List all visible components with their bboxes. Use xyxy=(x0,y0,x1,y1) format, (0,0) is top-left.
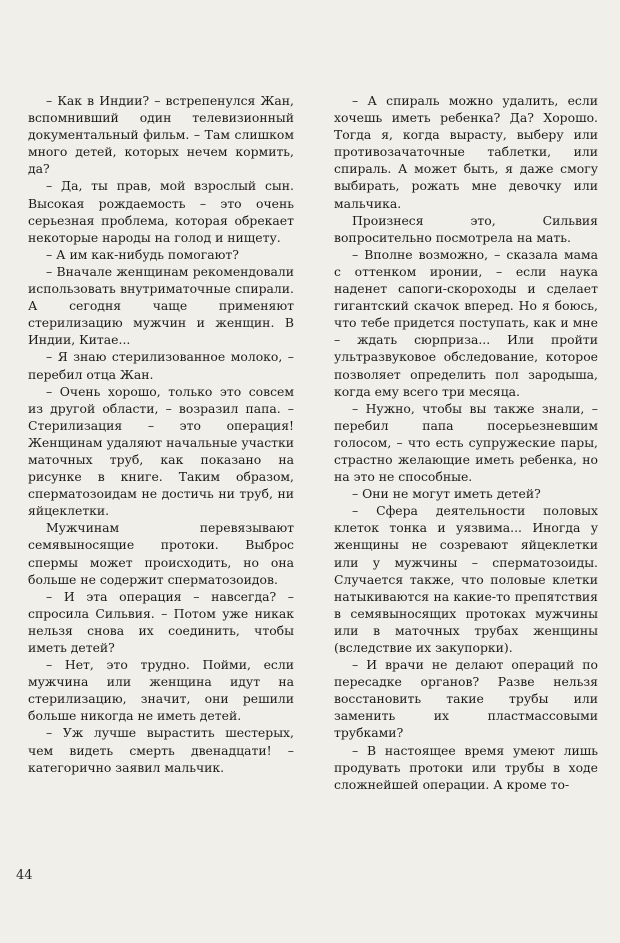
paragraph: – В настоящее время умеют лишь продувать протоки или трубы в ходе сложнейшей операции. А кроме то- xyxy=(334,742,598,792)
left-text-column xyxy=(28,92,294,776)
paragraph: – И врачи не делают операций по пересадке органов? Разве нельзя восстановить такие трубы или заменить их пластмассовыми трубками? xyxy=(334,657,598,741)
paragraph: – Они не могут иметь детей? xyxy=(352,486,541,502)
paragraph: – Очень хорошо, только это совсем из другой области, – возразил папа. – Стерилизация – это операция! Женщинам удаляют начальные участки маточных труб, как показано на рисунке в книге. Таким образом, сперматозоидам не достичь ни труб, ни яйцеклетки. xyxy=(28,383,294,519)
page-number: 44 xyxy=(16,868,33,883)
paragraph: – Нужно, чтобы вы также знали, – перебил папа посерьезневшим голосом, – что есть супружеские пары, страстно желающие иметь ребенка, но на это не способные. xyxy=(334,400,598,485)
paragraph: – И эта операция – навсегда? – спросила Сильвия. – Потом уже никак нельзя снова их соединить, чтобы иметь детей? xyxy=(28,588,294,655)
paragraph: – Как в Индии? – встрепенулся Жан, вспомнивший один телевизионный документальный фильм. – Там слишком много детей, которых нечем кормить, да? xyxy=(28,93,294,177)
paragraph: Мужчинам перевязывают семявыносящие протоки. Выброс спермы может происходить, но она больше не содержит сперматозоидов. xyxy=(28,520,294,587)
paragraph: – Вначале женщинам рекомендовали использовать внутриматочные спирали. А сегодня чаще применяют стерилизацию мужчин и женщин. В Индии, Китае... xyxy=(28,263,294,348)
paragraph: – Вполне возможно, – сказала мама с оттенком иронии, – если наука наденет сапоги-скороходы и сделает гигантский скачок вперед. Но я боюсь, что тебе придется поступать, как и мне – ждать сюрприза... Или пройти ультразвуковое обследование, которое позволяет определить пол зародыша, когда ему всего три месяца. xyxy=(334,246,598,399)
paragraph: – Сфера деятельности половых клеток тонка и уязвима... Иногда у женщины не созревают яйцеклетки или у мужчины – сперматозоиды. Случается также, что половые клетки натыкиваются на какие-то препятствия в семявыносящих протоках мужчины или в маточных трубах женщины (вследствие их закупорки). xyxy=(334,503,598,655)
right-text-column xyxy=(334,92,598,793)
paragraph: – А спираль можно удалить, если хочешь иметь ребенка? Да? Хорошо. Тогда я, когда вырасту, выберу или противозачаточные таблетки, или спираль. А может быть, я даже смогу выбирать, рожать мне девочку или мальчика. xyxy=(334,93,598,211)
paragraph: – Нет, это трудно. Пойми, если мужчина или женщина идут на стерилизацию, значит, они решили больше никогда не иметь детей. xyxy=(28,657,294,724)
paragraph: Произнеся это, Сильвия вопросительно посмотрела на мать. xyxy=(334,212,598,245)
paragraph: – Уж лучше вырастить шестерых, чем видеть смерть двенадцати! – категорично заявил мальчик. xyxy=(28,725,294,775)
paragraph: – Да, ты прав, мой взрослый сын. Высокая рождаемость – это очень серьезная проблема, которая обрекает некоторые народы на голод и нищету. xyxy=(28,178,294,245)
paragraph: – Я знаю стерилизованное молоко, – перебил отца Жан. xyxy=(28,349,294,382)
paragraph: – А им как-нибудь помогают? xyxy=(46,246,239,262)
